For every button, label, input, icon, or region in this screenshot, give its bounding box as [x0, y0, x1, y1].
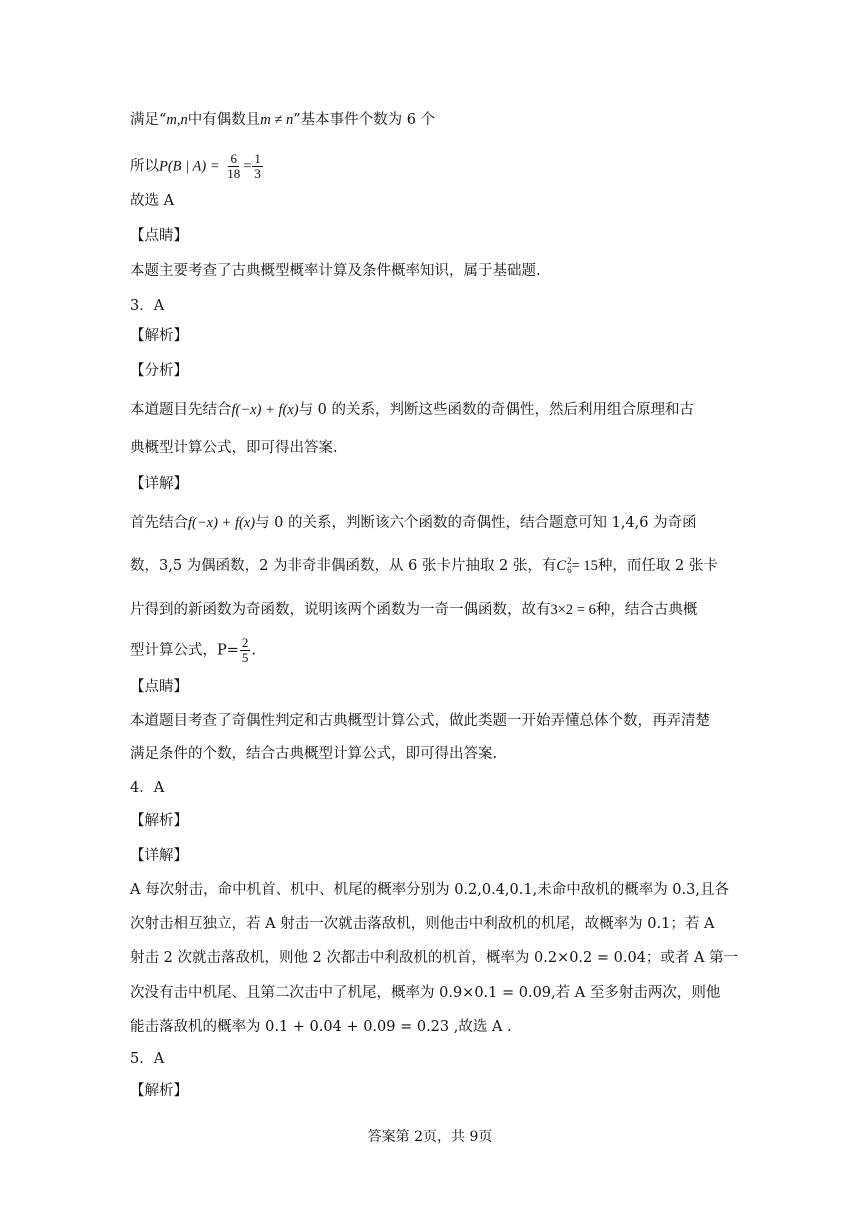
text-line: 射击 2 次就击落敌机，则他 2 次都击中利敌机的机首，概率为 0.2×0.2 = 0.04；或者 A 第一 — [130, 950, 739, 966]
section-heading: 【详解】 — [130, 476, 188, 492]
text-line: 故选 A — [130, 193, 175, 209]
text-line: A 每次射击，命中机首、机中、机尾的概率分别为 0.2,0.4,0.1,未命中敌机的概率为 0.3,且各 — [130, 882, 729, 898]
fraction: $\frac{1}{3}$ — [254, 151, 261, 181]
text-line: 本道题目考查了奇偶性判定和古典概型计算公式，做此类题一开始弄懂总体个数，再弄清楚 — [130, 713, 710, 729]
section-heading: 【详解】 — [130, 848, 188, 864]
question-number: 4．A — [130, 780, 165, 796]
text-line: 次射击相互独立，若 A 射击一次就击落敌机，则他击中利敌机的机尾，故概率为 0.1；若 A — [130, 916, 715, 932]
text-line: 本道题目先结合f(−x) + f(x)与 0 的关系，判断这些函数的奇偶性，然后利用组合原理和古 — [130, 402, 695, 418]
question-number: 5．A — [130, 1051, 165, 1067]
text-line: 数，3,5 为偶函数，2 为非奇非偶函数，从 6 张卡片抽取 2 张，有 C 2 6 = 15种，而任取 2 张卡 — [130, 556, 718, 575]
section-heading: 【分析】 — [130, 363, 188, 379]
question-number: 3．A — [130, 298, 165, 314]
section-heading: 【解析】 — [130, 328, 188, 344]
page-footer: 答案第 2页，共 9页 — [367, 1129, 493, 1145]
text-line: 首先结合f(−x) + f(x)与 0 的关系，判断该六个函数的奇偶性，结合题意可知 1,4,6 为奇函 — [130, 515, 697, 531]
fraction: $\frac{6}{18}$ — [227, 151, 241, 181]
section-heading: 【点睛】 — [130, 679, 188, 695]
text-line: 型计算公式，P= $\frac{2}{5}$ . — [130, 635, 257, 665]
text-line: 典概型计算公式，即可得出答案. — [130, 440, 338, 456]
text-line: 能击落敌机的概率为 0.1 + 0.04 + 0.09 = 0.23 ,故选 A . — [130, 1019, 512, 1035]
section-heading: 【点睛】 — [130, 228, 188, 244]
text-line: 满足“m,n中有偶数且m ≠ n”基本事件个数为 6 个 — [130, 112, 436, 128]
text-line: 片得到的新函数为奇函数，说明该两个函数为一奇一偶函数，故有3×2 = 6种，结合古典概 — [130, 602, 698, 618]
fraction: $\frac{2}{5}$ — [241, 635, 249, 665]
text-line: 本题主要考查了古典概型概率计算及条件概率知识，属于基础题. — [130, 263, 541, 279]
text-line: 所以P(B | A) = $\frac{6}{18}$ = $\frac{1}{3}$ — [130, 151, 261, 181]
combination-symbol: C 2 6 — [556, 556, 572, 575]
text-line: 满足条件的个数，结合古典概型计算公式，即可得出答案. — [130, 746, 498, 762]
section-heading: 【解析】 — [130, 1083, 188, 1099]
text-line: 次没有击中机尾、且第二次击中了机尾，概率为 0.9×0.1 = 0.09,若 A 至多射击两次，则他 — [130, 985, 721, 1001]
section-heading: 【解析】 — [130, 813, 188, 829]
